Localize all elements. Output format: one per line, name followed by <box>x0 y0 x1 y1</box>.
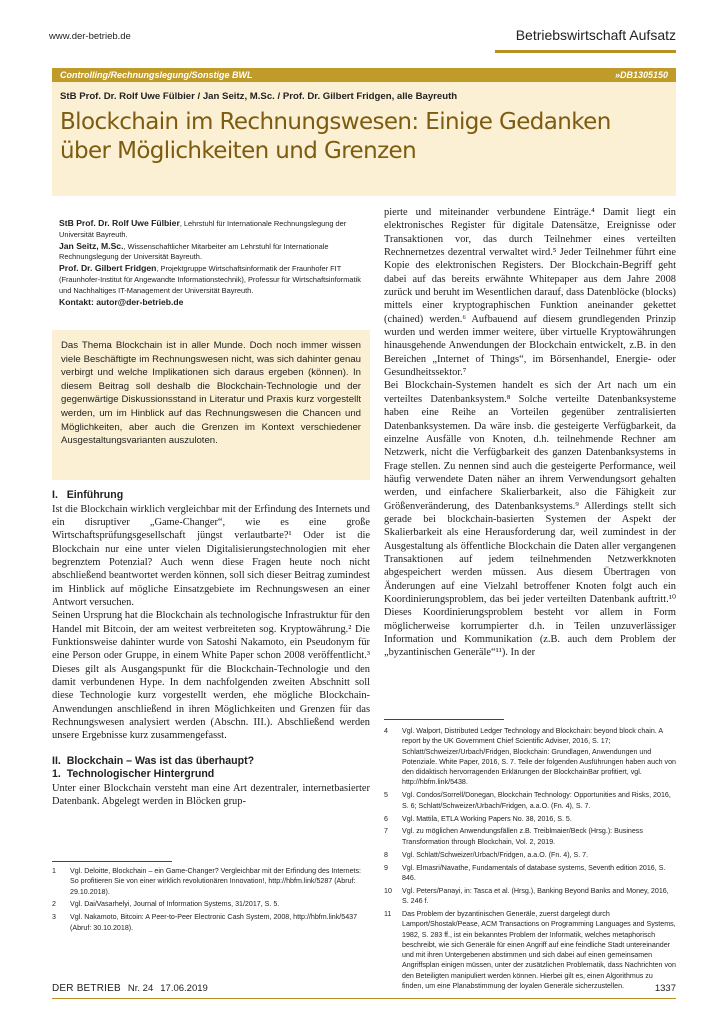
category-label: Controlling/Rechnungslegung/Sonstige BWL <box>60 70 253 80</box>
title-block <box>52 68 676 196</box>
footnote-number: 11 <box>384 909 392 918</box>
author-entry <box>59 241 364 263</box>
paragraph: Unter einer Blockchain versteht man eine Art dezentraler, internetbasierter Datenbank. Abgelegt werden in Blöcken grup- <box>52 782 370 808</box>
body-column-left <box>52 489 370 809</box>
page-number: 1337 <box>654 983 676 994</box>
footnote-number: 2 <box>52 900 56 909</box>
author-entry <box>59 263 364 296</box>
author-name: StB Prof. Dr. Rolf Uwe Fülbier <box>59 218 180 228</box>
footnote-text: Vgl. Schlatt/Schweizer/Urbach/Fridgen, a.a.O. (Fn. 4), S. 7. <box>402 850 589 859</box>
abstract: Das Thema Blockchain ist in aller Munde. Doch noch immer wissen viele Beschäftigte im Rechnungswesen nicht, was sich dahinter genau verbirgt und welche Implikationen sich daraus ergeben (können). In diesem Beitrag soll deshalb die Blockchain-Technologie und der gegenwärtige Diskussionsstand in Literatur und Praxis kurz vorgestellt werden, um im Hinblick auf das Rechnungswesen die Chancen und Möglichkeiten, aber auch die Grenzen im Kontext verschiedener Ausgestaltungsvarianten auszuloten. <box>52 330 370 480</box>
footnote <box>384 850 676 860</box>
body-column-right <box>384 206 676 660</box>
footnote-number: 3 <box>52 913 56 922</box>
footer-rule <box>52 998 676 999</box>
footnote-number: 10 <box>384 886 392 895</box>
section-heading: II. Blockchain – Was ist das überhaupt? <box>52 754 255 767</box>
journal-name: DER BETRIEB <box>52 983 121 994</box>
author-name: Jan Seitz, M.Sc. <box>59 240 124 251</box>
footnote-text: Vgl. Dai/Vasarhelyi, Journal of Information Systems, 31/2017, S. 5. <box>70 900 280 909</box>
footnote-number: 9 <box>384 863 388 872</box>
footnote <box>52 899 370 909</box>
footnote <box>384 790 676 811</box>
author-name: Prof. Dr. Gilbert Fridgen <box>59 263 157 274</box>
footnote-number: 4 <box>384 727 388 735</box>
footnote <box>52 866 370 897</box>
footnote-text: Vgl. Elmasri/Navathe, Fundamentals of database systems, Seventh edition 2016, S. 846. <box>402 863 666 882</box>
doc-id[interactable]: »DB1305150 <box>614 70 668 80</box>
author-info <box>59 218 364 308</box>
author-entry <box>59 218 364 240</box>
footnote-number: 8 <box>384 850 388 859</box>
footnote-text: Vgl. Walport, Distributed Ledger Technology and Blockchain: beyond block chain. A report by the UK Government Chief Scientific Adviser, 2016, S. 17; Schlatt/Schweizer/Urbach/Fridgen, Blockchain: Grundlagen, Anwendungen und Potenziale. White Paper, 2016, S. 7. Teile der folgenden Ausführungen haben auch von den didaktisch hervorragenden Erklärungen der BlockchainBar profitiert, vgl. http://hbfm.link/5438. <box>402 727 676 787</box>
title-line-2: über Möglichkeiten und Grenzen <box>60 138 417 164</box>
subsection-heading: 1. Technologischer Hintergrund <box>52 768 215 781</box>
footnote <box>384 909 676 991</box>
footnote-number: 1 <box>52 867 56 875</box>
section-title: Betriebswirtschaft Aufsatz <box>515 27 676 43</box>
footnote <box>384 826 676 847</box>
footnote-number: 6 <box>384 814 388 823</box>
footnote-number: 5 <box>384 791 388 800</box>
contact-line[interactable]: Kontakt: autor@der-betrieb.de <box>59 296 184 307</box>
footnote-text: Vgl. Nakamoto, Bitcoin: A Peer-to-Peer Electronic Cash System, 2008, http://hbfm.link/5437 (Abruf: 30.10.2018). <box>70 913 358 932</box>
footnote-number: 7 <box>384 827 388 836</box>
article-title <box>52 102 676 166</box>
footnote-text: Das Problem der byzantinischen Generäle, zuerst dargelegt durch Lamport/Shostak/Pease, ACM Transactions on Programming Languages and Systems, 1982, S. 283 ff., ist ein bekanntes Problem der Informatik, welches metaphorisch beschreibt, wie sich Generäle für einen Angriff auf eine feindliche Stadt untereinander und mit ihren Untergebenen abstimmen und sich dabei auf einen gemeinsamen Angriffsplan einigen müssen, unter der zusätzlichen Problematik, dass Nachrichten von den Beteiligten manipuliert werden können. Hierbei gilt es, einen Algorithmus zu finden, um eine Planabstimmung der loyalen Generäle sicherzustellen. <box>402 909 676 990</box>
paragraph: Bei Blockchain-Systemen handelt es sich der Art nach um ein verteiltes Datenbanksystem.⁸ Solche verteilte Datenbanksysteme haben eine Reihe an Vorteilen gegenüber zentralisierten Datenbanksystemen. Da wäre insb. die gesteigerte Verfügbarkeit, da einzelne Ausfälle von Knoten, d.h. teilnehmende Rechner am Netzwerk, nicht die Verfügbarkeit des ganzen Datenbanksystems in Frage stellen. Zu nennen sind auch die gesteigerte Performance, weil häufig verwendete Daten näher an ihrem Verwendungsort gehalten werden, und einfachere Skalierbarkeit, also die Fähigkeit zur Größenveränderung, des Datenbanksystems.⁹ Allerdings stellt sich gerade bei blockchain-basierten Systemen der Aspekt der Skalierbarkeit als eine Herausforderung dar, weil zumindest in der Ausgestaltung als öffentliche Blockchain die Daten aller vergangenen Transaktionen auf jedem teilnehmenden Netzwerkknoten abgespeichert werden müssen. Aus diesem Übertragen von Änderungen auf eine Vielzahl betroffener Knoten folgt auch ein Koordinierungsproblem, das bei jeder verteilten Datenbank auftritt.¹⁰ Dieses Koordinierungsproblem besteht vor allem in Form möglicherweise korrumpierter d.h. in Teilen unzuverlässiger Information und Kommunikation (z.B. auch dem Problem der „byzantinischen Generäle“¹¹). In der <box>384 380 676 659</box>
paragraph: pierte und miteinander verbundene Einträge.⁴ Damit liegt ein elektronisches Register für digitale Datensätze, Ereignisse oder Transaktionen vor, das durch Teilnehmer eines verteilten Rechnernetzes dezentral verwaltet wird.⁵ Jeder Teilnehmer führt eine Kopie des elektronischen Registers. Der Blockchain-Begriff geht dabei auf das bereits erwähnte Whitepaper aus dem Jahre 2008 zurück und beruht im Wesentlichen darauf, dass Datenblöcke (blocks) mittels einer kryptographischen Funktion aneinander gekettet (chained) werden.⁶ Aufbauend auf diesem grundlegenden Prinzip wurden und werden immer weitere, über virtuelle Kryptowährungen hinausgehende Anwendungen der Blockchain entwickelt, z.B. in den Bereichen „Internet of Things“, im Börsenhandel, Energie- oder Gesundheitssektor.⁷ <box>384 207 676 379</box>
issue-date: 17.06.2019 <box>160 983 208 994</box>
site-url[interactable]: www.der-betrieb.de <box>49 31 131 42</box>
paragraph: Ist die Blockchain wirklich vergleichbar mit der Erfindung des Internets und ein disruptiver „Game-Changer“, wie es eine große Wirtschaftsprüfungsgesellschaft jüngst verlautbarte?¹ Oder ist die Blockchain nur eine unter vielen Digitalisierungstechnologien mit eher begrenztem Potenzial? Auch wenn diese Fragen heute noch nicht abschließend beantwortet werden können, soll sich dieser Beitrag zumindest im Hinblick auf mögliche Einsatzgebiete im Rechnungswesen an einer Antwort versuchen. <box>52 503 370 608</box>
footnote <box>52 912 370 933</box>
footnote <box>384 886 676 907</box>
section-heading: I. Einführung <box>52 489 124 501</box>
footnote-rule <box>384 719 504 720</box>
footnote <box>384 814 676 824</box>
footnote <box>384 726 676 788</box>
footnotes-right <box>384 726 676 994</box>
category-bar <box>52 68 676 82</box>
footnotes-left <box>52 866 370 936</box>
title-line-1: Blockchain im Rechnungswesen: Einige Gedanken <box>60 109 611 135</box>
footnote-text: Vgl. Condos/Sorrell/Donegan, Blockchain Technology: Opportunities and Risks, 2016, S. 6; Schlatt/Schweizer/Urbach/Fridgen, a.a.O. (Fn. 4), S. 7. <box>402 791 671 810</box>
footnote-text: Vgl. Mattila, ETLA Working Papers No. 38, 2016, S. 5. <box>402 814 572 823</box>
footnote-text: Vgl. zu möglichen Anwendungsfällen z.B. Treiblmaier/Beck (Hrsg.): Business Transformation through Blockchain, Vol. 2, 2019. <box>402 827 643 846</box>
footnote-text: Vgl. Deloitte, Blockchain – ein Game-Changer? Vergleichbar mit der Erfindung des Internets: So profitieren Sie von einer wirklich revolutionären Innovation!, http://hbfm.link/5287 (Abruf: 29.10.2018). <box>70 867 361 896</box>
issue-number: Nr. 24 <box>127 983 154 994</box>
paragraph: Seinen Ursprung hat die Blockchain als technologische Infrastruktur für den Handel mit Bitcoin, der am weitest verbreiteten sog. Kryptowährung.² Die Funktionsweise dahinter wurde von Satoshi Nakamoto, ein Pseudonym für eine Person oder Gruppe, in einem White Paper schon 2008 veröffentlicht.³ Dieses gilt als Ausgangspunkt für die Blockchain-Technologie und den damit verbundenen Hype. In dem nachfolgenden zweiten Abschnitt soll diese Technologie kurz vorgestellt werden, ehe mögliche Blockchain-Anwendungen anschließend in ihren Möglichkeiten und Grenzen für das Rechnungswesen analysiert werden (Abschn. III.). Abschließend werden unsere Ergebnisse kurz zusammengefasst. <box>52 610 370 742</box>
footer-journal-info <box>52 983 208 994</box>
author-desc: , Projektgruppe Wirtschaftsinformatik der Fraunhofer FIT (Fraunhofer-Institut für Angewandte Informationstechnik), Professur für Wirtschaftsinformatik und Nachhaltiges IT-Management der Universität Bayreuth. <box>59 264 361 295</box>
authors-line: StB Prof. Dr. Rolf Uwe Fülbier / Jan Seitz, M.Sc. / Prof. Dr. Gilbert Fridgen, alle Bayreuth <box>60 91 458 102</box>
header-rule <box>495 50 676 53</box>
author-desc: , Wissenschaftlicher Mitarbeiter am Lehrstuhl für Internationale Rechnungslegung der Universität Bayreuth. <box>59 241 329 262</box>
author-desc: , Lehrstuhl für Internationale Rechnungslegung der Universität Bayreuth. <box>59 219 347 239</box>
footnote-text: Vgl. Peters/Panayi, in: Tasca et al. (Hrsg.), Banking Beyond Banks and Money, 2016, S. 246 f. <box>402 886 669 906</box>
footnote <box>384 863 676 884</box>
footnote-rule <box>52 861 172 862</box>
